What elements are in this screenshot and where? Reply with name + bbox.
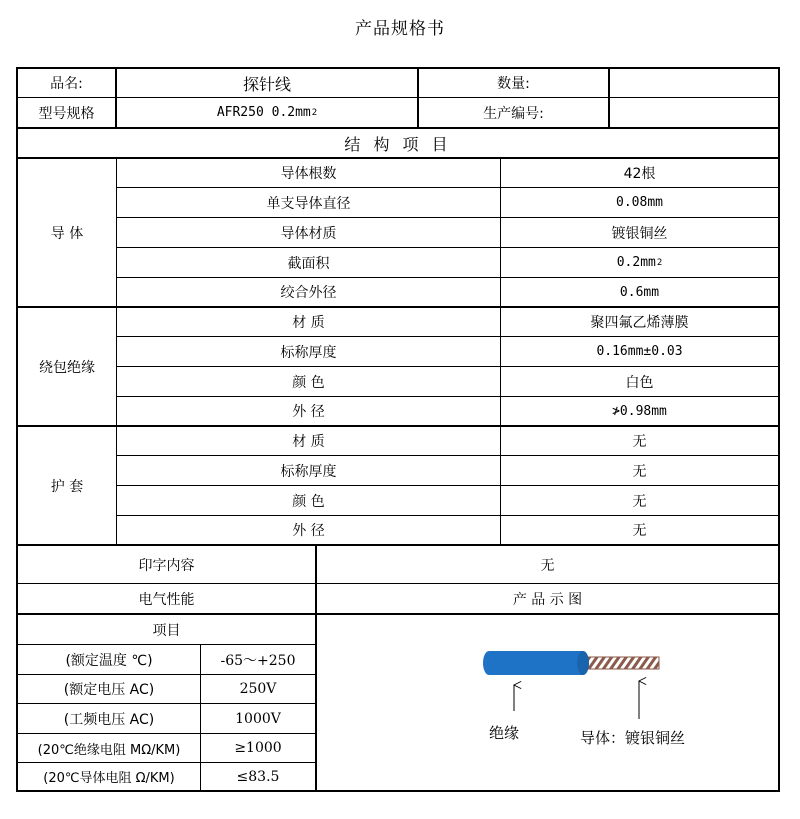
jacket-value-3: 无	[632, 523, 647, 539]
model-value: AFR250 0.2mm 2	[216, 105, 318, 120]
electrical-label: 电气性能	[138, 591, 195, 608]
jacket-item-1: 标称厚度	[280, 463, 337, 480]
electrical-item-header: 项目	[152, 622, 181, 639]
jacket-item-0: 材 质	[292, 434, 325, 450]
name-value: 探针线	[242, 74, 291, 94]
name-label: 品名:	[50, 76, 83, 92]
electrical-item-2: (工频电压 AC)	[63, 711, 155, 728]
diagram-label: 产 品 示 图	[512, 591, 583, 608]
model-label: 型号规格	[38, 105, 95, 122]
insulation-group-label: 绕包绝缘	[39, 359, 95, 376]
conductor-item-3: 截面积	[287, 255, 330, 272]
printing-value: 无	[540, 557, 555, 574]
conductor-callout-label: 导体：镀银铜丝	[580, 729, 686, 747]
jacket-value-2: 无	[632, 493, 647, 510]
insulation-item-0: 材 质	[292, 315, 325, 331]
electrical-item-4: (20℃导体电阻 Ω/KM)	[43, 771, 175, 786]
conductor-value-3-text: 0.2mm	[616, 255, 656, 270]
jacket-value-0: 无	[632, 434, 647, 450]
conductor-wire-shape	[579, 657, 659, 669]
insulation-value-2: 白色	[625, 374, 654, 391]
insulation-callout-label: 绝缘	[489, 724, 520, 742]
conductor-item-1: 单支导体直径	[266, 195, 351, 212]
insulation-item-1: 标称厚度	[280, 344, 337, 361]
cable-diagram	[317, 615, 778, 790]
jacket-value-1: 无	[632, 463, 647, 480]
conductor-group-label: 导 体	[50, 225, 84, 242]
electrical-value-1: 250V	[239, 681, 277, 697]
prodno-label: 生产编号:	[483, 105, 544, 122]
qty-value	[610, 69, 778, 97]
conductor-value-4: 0.6mm	[619, 284, 660, 300]
page-title: 产品规格书	[355, 19, 445, 39]
model-value-text: AFR250 0.2mm	[216, 105, 311, 120]
insulation-body-shape	[483, 651, 589, 675]
electrical-value-4: ≤83.5	[236, 768, 280, 785]
conductor-value-2: 镀银铜丝	[611, 225, 668, 242]
electrical-value-2: 1000V	[235, 710, 281, 727]
qty-label: 数量:	[497, 76, 530, 92]
conductor-item-4: 绞合外径	[280, 285, 337, 301]
jacket-group-label: 护 套	[50, 478, 84, 495]
jacket-item-2: 颜 色	[292, 493, 325, 510]
electrical-value-3: ≥1000	[234, 740, 282, 756]
conductor-value-1: 0.08mm	[616, 195, 663, 210]
electrical-value-0: -65～+250	[220, 652, 296, 669]
insulation-value-3: ≯0.98mm	[612, 403, 667, 419]
prodno-value	[610, 98, 778, 127]
printing-label: 印字内容	[138, 557, 195, 574]
insulation-value-1: 0.16mm±0.03	[596, 344, 683, 359]
structure-title: 结 构 项 目	[344, 134, 452, 154]
outer-border-right	[778, 67, 780, 792]
jacket-item-3: 外 径	[292, 523, 325, 539]
insulation-item-3: 外 径	[292, 404, 325, 420]
conductor-value-0: 42根	[623, 166, 656, 182]
conductor-item-2: 导体材质	[280, 225, 337, 242]
electrical-item-1: (额定电压 AC)	[63, 682, 155, 698]
conductor-item-0: 导体根数	[280, 166, 337, 182]
conductor-value-3: 0.2mm 2	[616, 255, 663, 270]
insulation-item-2: 颜 色	[292, 374, 325, 391]
insulation-value-0: 聚四氟乙烯薄膜	[590, 315, 689, 331]
outer-border-bottom	[16, 790, 780, 792]
electrical-item-3: (20℃绝缘电阻 MΩ/KM)	[37, 742, 181, 758]
electrical-item-0: (额定温度 ℃)	[65, 652, 153, 669]
insulation-end-shape	[577, 651, 589, 675]
